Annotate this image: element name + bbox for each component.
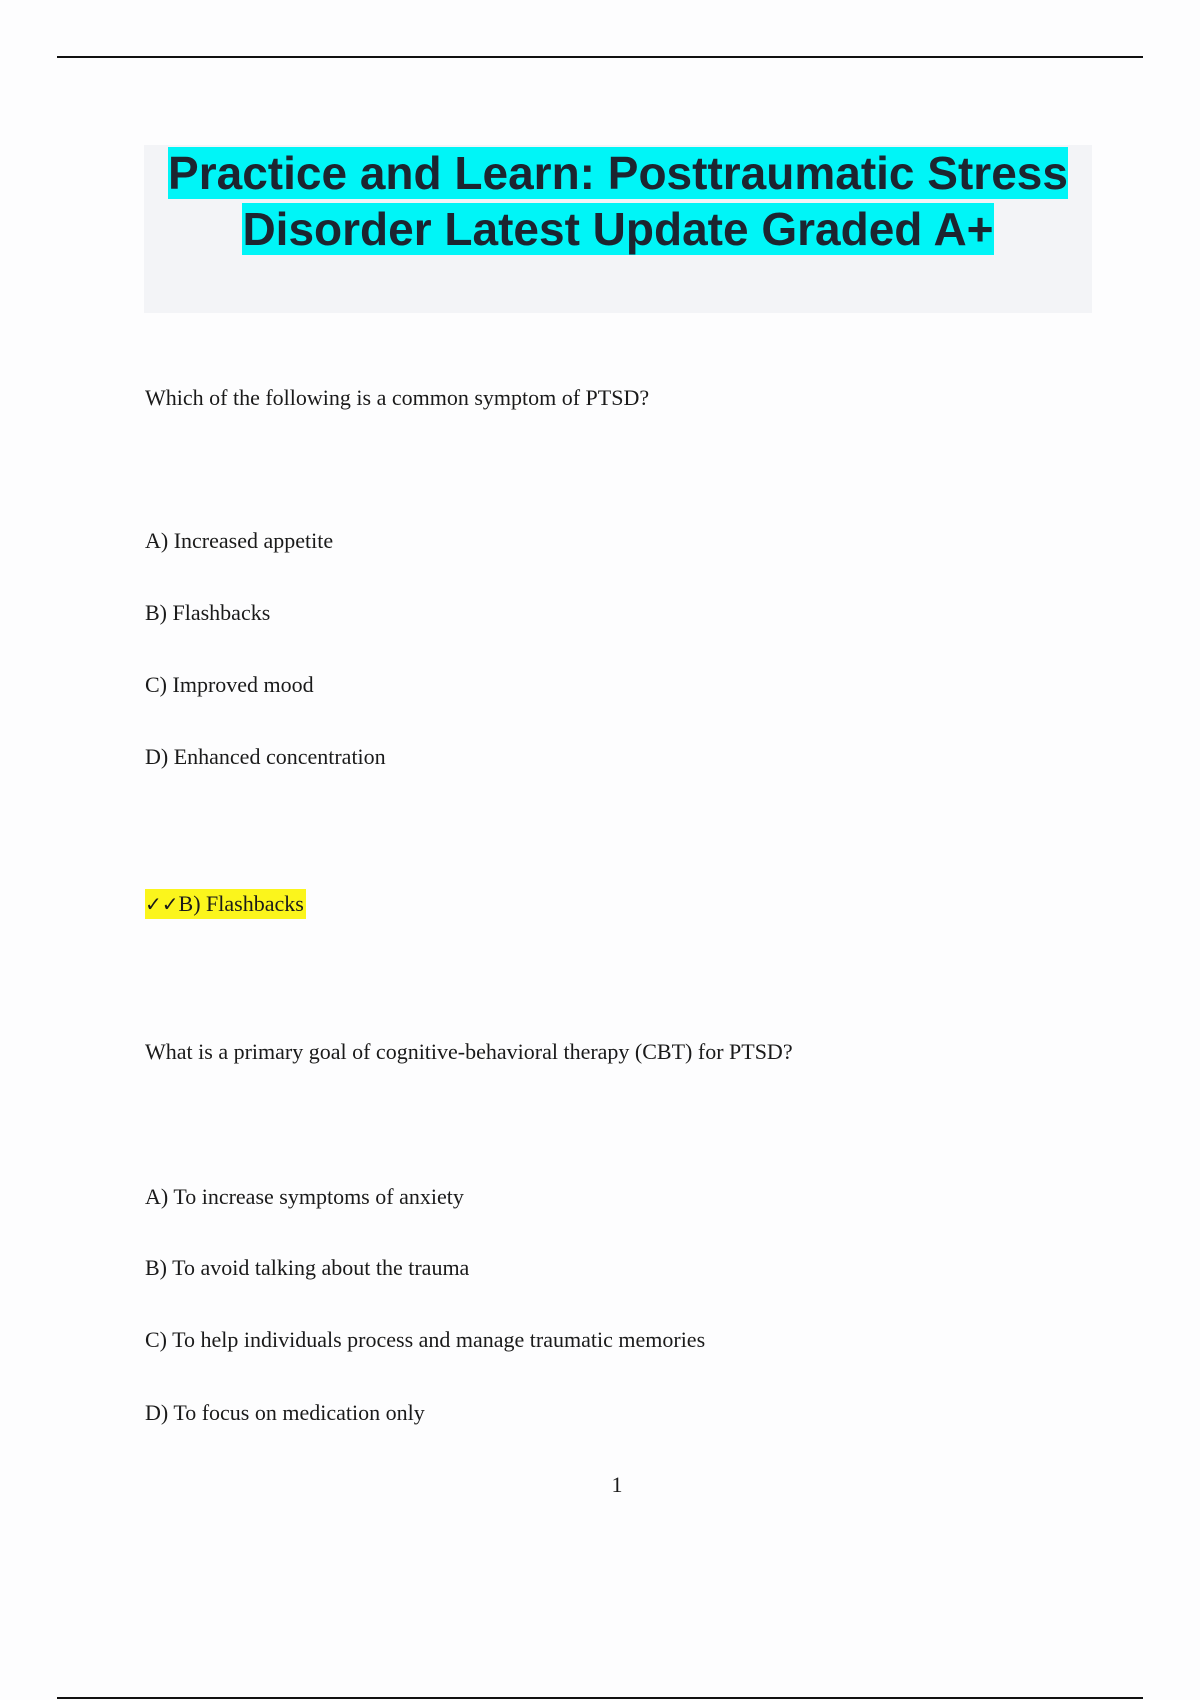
question-1: Which of the following is a common symptom of PTSD?	[145, 385, 650, 410]
question-2-option-b: B) To avoid talking about the trauma	[145, 1255, 470, 1280]
page-number: 1	[611, 1472, 623, 1497]
question-1-option-d: D) Enhanced concentration	[145, 744, 386, 769]
answer-text: B) Flashbacks	[178, 891, 304, 916]
double-check-icon: ✓✓	[145, 892, 179, 916]
document-title: Practice and Learn: Posttraumatic Stress Disorder Latest Update Graded A+	[168, 147, 1068, 255]
header-rule	[57, 56, 1143, 58]
question-2: What is a primary goal of cognitive-behavioral therapy (CBT) for PTSD?	[145, 1039, 793, 1064]
footer-rule	[57, 1697, 1143, 1699]
answer-highlight	[145, 889, 306, 919]
question-1-option-a: A) Increased appetite	[145, 528, 334, 553]
question-2-option-a: A) To increase symptoms of anxiety	[145, 1184, 464, 1209]
title-banner	[144, 145, 1092, 313]
question-2-option-d: D) To focus on medication only	[145, 1400, 425, 1425]
question-1-option-b: B) Flashbacks	[145, 600, 271, 625]
question-2-option-c: C) To help individuals process and manage traumatic memories	[145, 1327, 706, 1352]
question-1-answer	[145, 890, 306, 918]
question-1-option-c: C) Improved mood	[145, 672, 314, 697]
